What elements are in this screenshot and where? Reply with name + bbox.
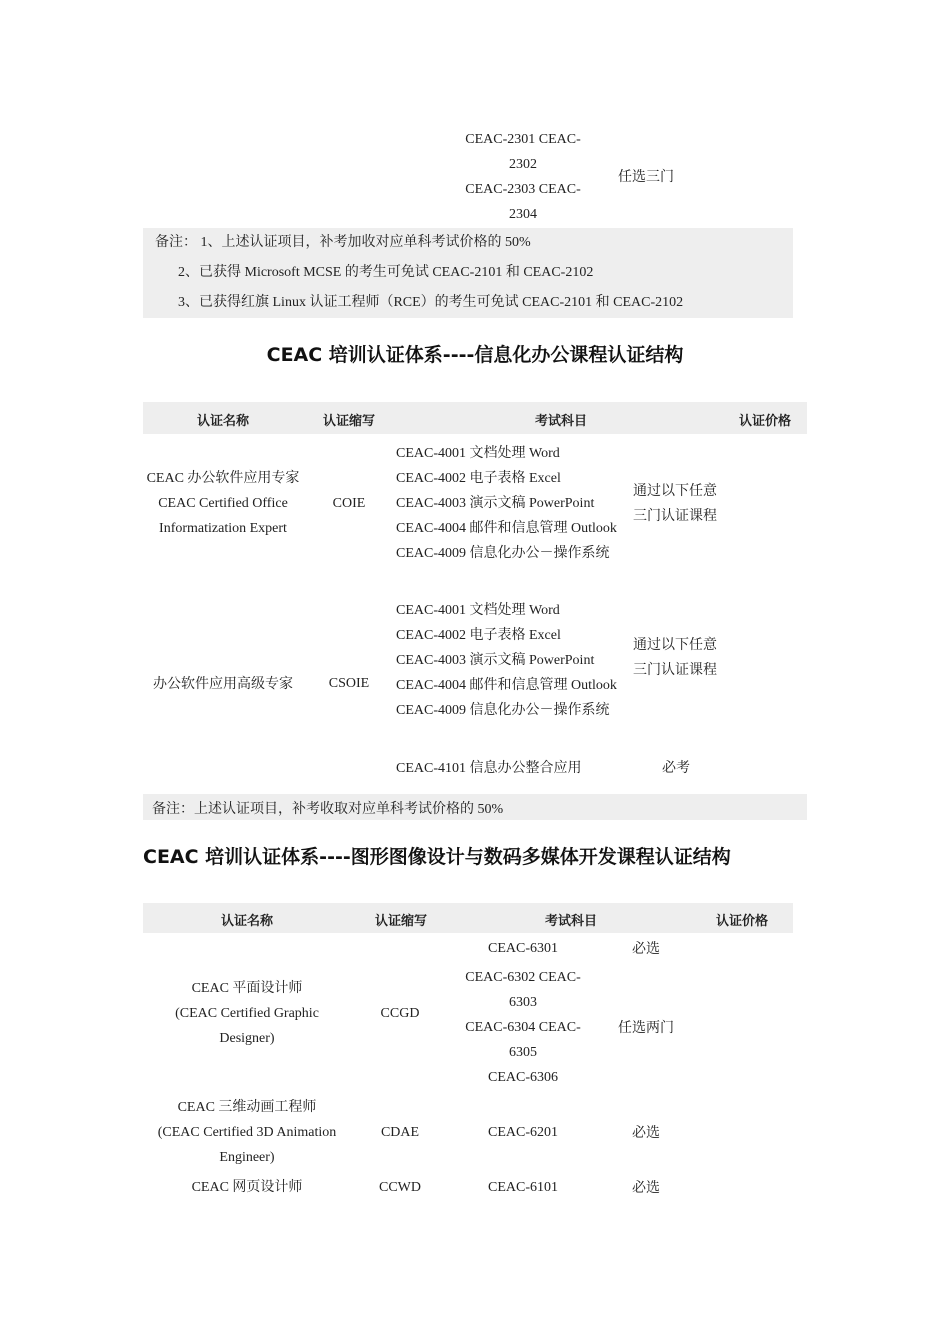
cert-name: 办公软件应用高级专家 [153, 677, 293, 692]
exam-item: CEAC-4002 电子表格 Excel [396, 471, 561, 486]
header-abbr: 认证缩写 [322, 414, 375, 429]
cert-name: CEAC 三维动画工程师 (CEAC Certified 3D Animation Engineer) [157, 1100, 337, 1165]
notes-box [143, 228, 793, 318]
cert-name: CEAC 网页设计师 [191, 1180, 303, 1195]
note-line: 备注：上述认证项目，补考收取对应单科考试价格的 50% [152, 802, 504, 817]
section-title: CEAC 培训认证体系----图形图像设计与数码多媒体开发课程认证结构 [143, 846, 731, 868]
exam-item: CEAC-6302 CEAC- [465, 970, 581, 985]
exam-item: 2302 [509, 157, 537, 172]
exam-list [396, 441, 617, 566]
table-header [143, 402, 807, 434]
exam-item: 6303 [509, 995, 537, 1010]
exam-rule: 必选 [632, 1181, 660, 1196]
header-name: 认证名称 [220, 914, 273, 929]
exam-rule: 必选 [632, 942, 660, 957]
exam-item: CEAC-6306 [488, 1070, 558, 1085]
cert-abbr: CSOIE [328, 676, 370, 691]
header-exams: 考试科目 [534, 414, 587, 429]
exam-rule: 任选三门 [618, 170, 674, 185]
exam-item: CEAC-4004 邮件和信息管理 Outlook [396, 521, 617, 536]
cert-abbr: COIE [332, 496, 366, 511]
header-price: 认证价格 [739, 414, 792, 429]
note-line: 2、已获得 Microsoft MCSE 的考生可免试 CEAC-2101 和 CEAC-2102 [178, 265, 594, 280]
exam-item: CEAC-4003 演示文稿 PowerPoint [396, 496, 595, 511]
exam-item: CEAC-2301 CEAC- [465, 132, 581, 147]
table-header [143, 903, 793, 933]
exam-list [458, 127, 588, 227]
exam-item: CEAC-6201 [488, 1125, 558, 1140]
exam-list [458, 965, 588, 1090]
exam-item: CEAC-6301 [488, 941, 558, 956]
header-exams: 考试科目 [544, 914, 597, 929]
header-price: 认证价格 [716, 914, 769, 929]
note-line: 备注： 1、上述认证项目，补考加收对应单科考试价格的 50% [155, 235, 531, 250]
exam-item: CEAC-4004 邮件和信息管理 Outlook [396, 678, 617, 693]
exam-item: CEAC-4101 信息办公整合应用 [396, 761, 582, 776]
note-line: 3、已获得红旗 Linux 认证工程师（RCE）的考生可免试 CEAC-2101 和 CEAC-2102 [178, 295, 684, 310]
cert-abbr: CDAE [380, 1125, 420, 1140]
exam-item: CEAC-4009 信息化办公－操作系统 [396, 546, 610, 561]
exam-rule: 必考 [662, 761, 690, 776]
section-title: CEAC 培训认证体系----信息化办公课程认证结构 [266, 344, 684, 366]
exam-item: CEAC-4002 电子表格 Excel [396, 628, 561, 643]
exam-rule: 任选两门 [618, 1021, 674, 1036]
exam-rule: 通过以下任意 三门认证课程 [633, 484, 717, 524]
exam-item: CEAC-4001 文档处理 Word [396, 446, 560, 461]
exam-rule: 通过以下任意 三门认证课程 [633, 638, 717, 678]
header-name: 认证名称 [196, 414, 249, 429]
exam-item: CEAC-2303 CEAC- [465, 182, 581, 197]
exam-item: 2304 [509, 207, 537, 222]
exam-item: CEAC-4001 文档处理 Word [396, 603, 560, 618]
exam-rule: 必选 [632, 1126, 660, 1141]
exam-item: CEAC-6304 CEAC- [465, 1020, 581, 1035]
notes-box [143, 794, 807, 820]
cert-abbr: CCWD [379, 1180, 421, 1195]
header-abbr: 认证缩写 [374, 914, 427, 929]
cert-name: CEAC 平面设计师 (CEAC Certified Graphic Designer) [175, 981, 319, 1046]
exam-item: 6305 [509, 1045, 537, 1060]
cert-name: CEAC 办公软件应用专家 CEAC Certified Office Informatization Expert [146, 471, 300, 536]
exam-item: CEAC-4003 演示文稿 PowerPoint [396, 653, 595, 668]
exam-list [396, 598, 617, 723]
exam-item: CEAC-4009 信息化办公－操作系统 [396, 703, 610, 718]
cert-abbr: CCGD [380, 1006, 420, 1021]
exam-item: CEAC-6101 [488, 1180, 558, 1195]
